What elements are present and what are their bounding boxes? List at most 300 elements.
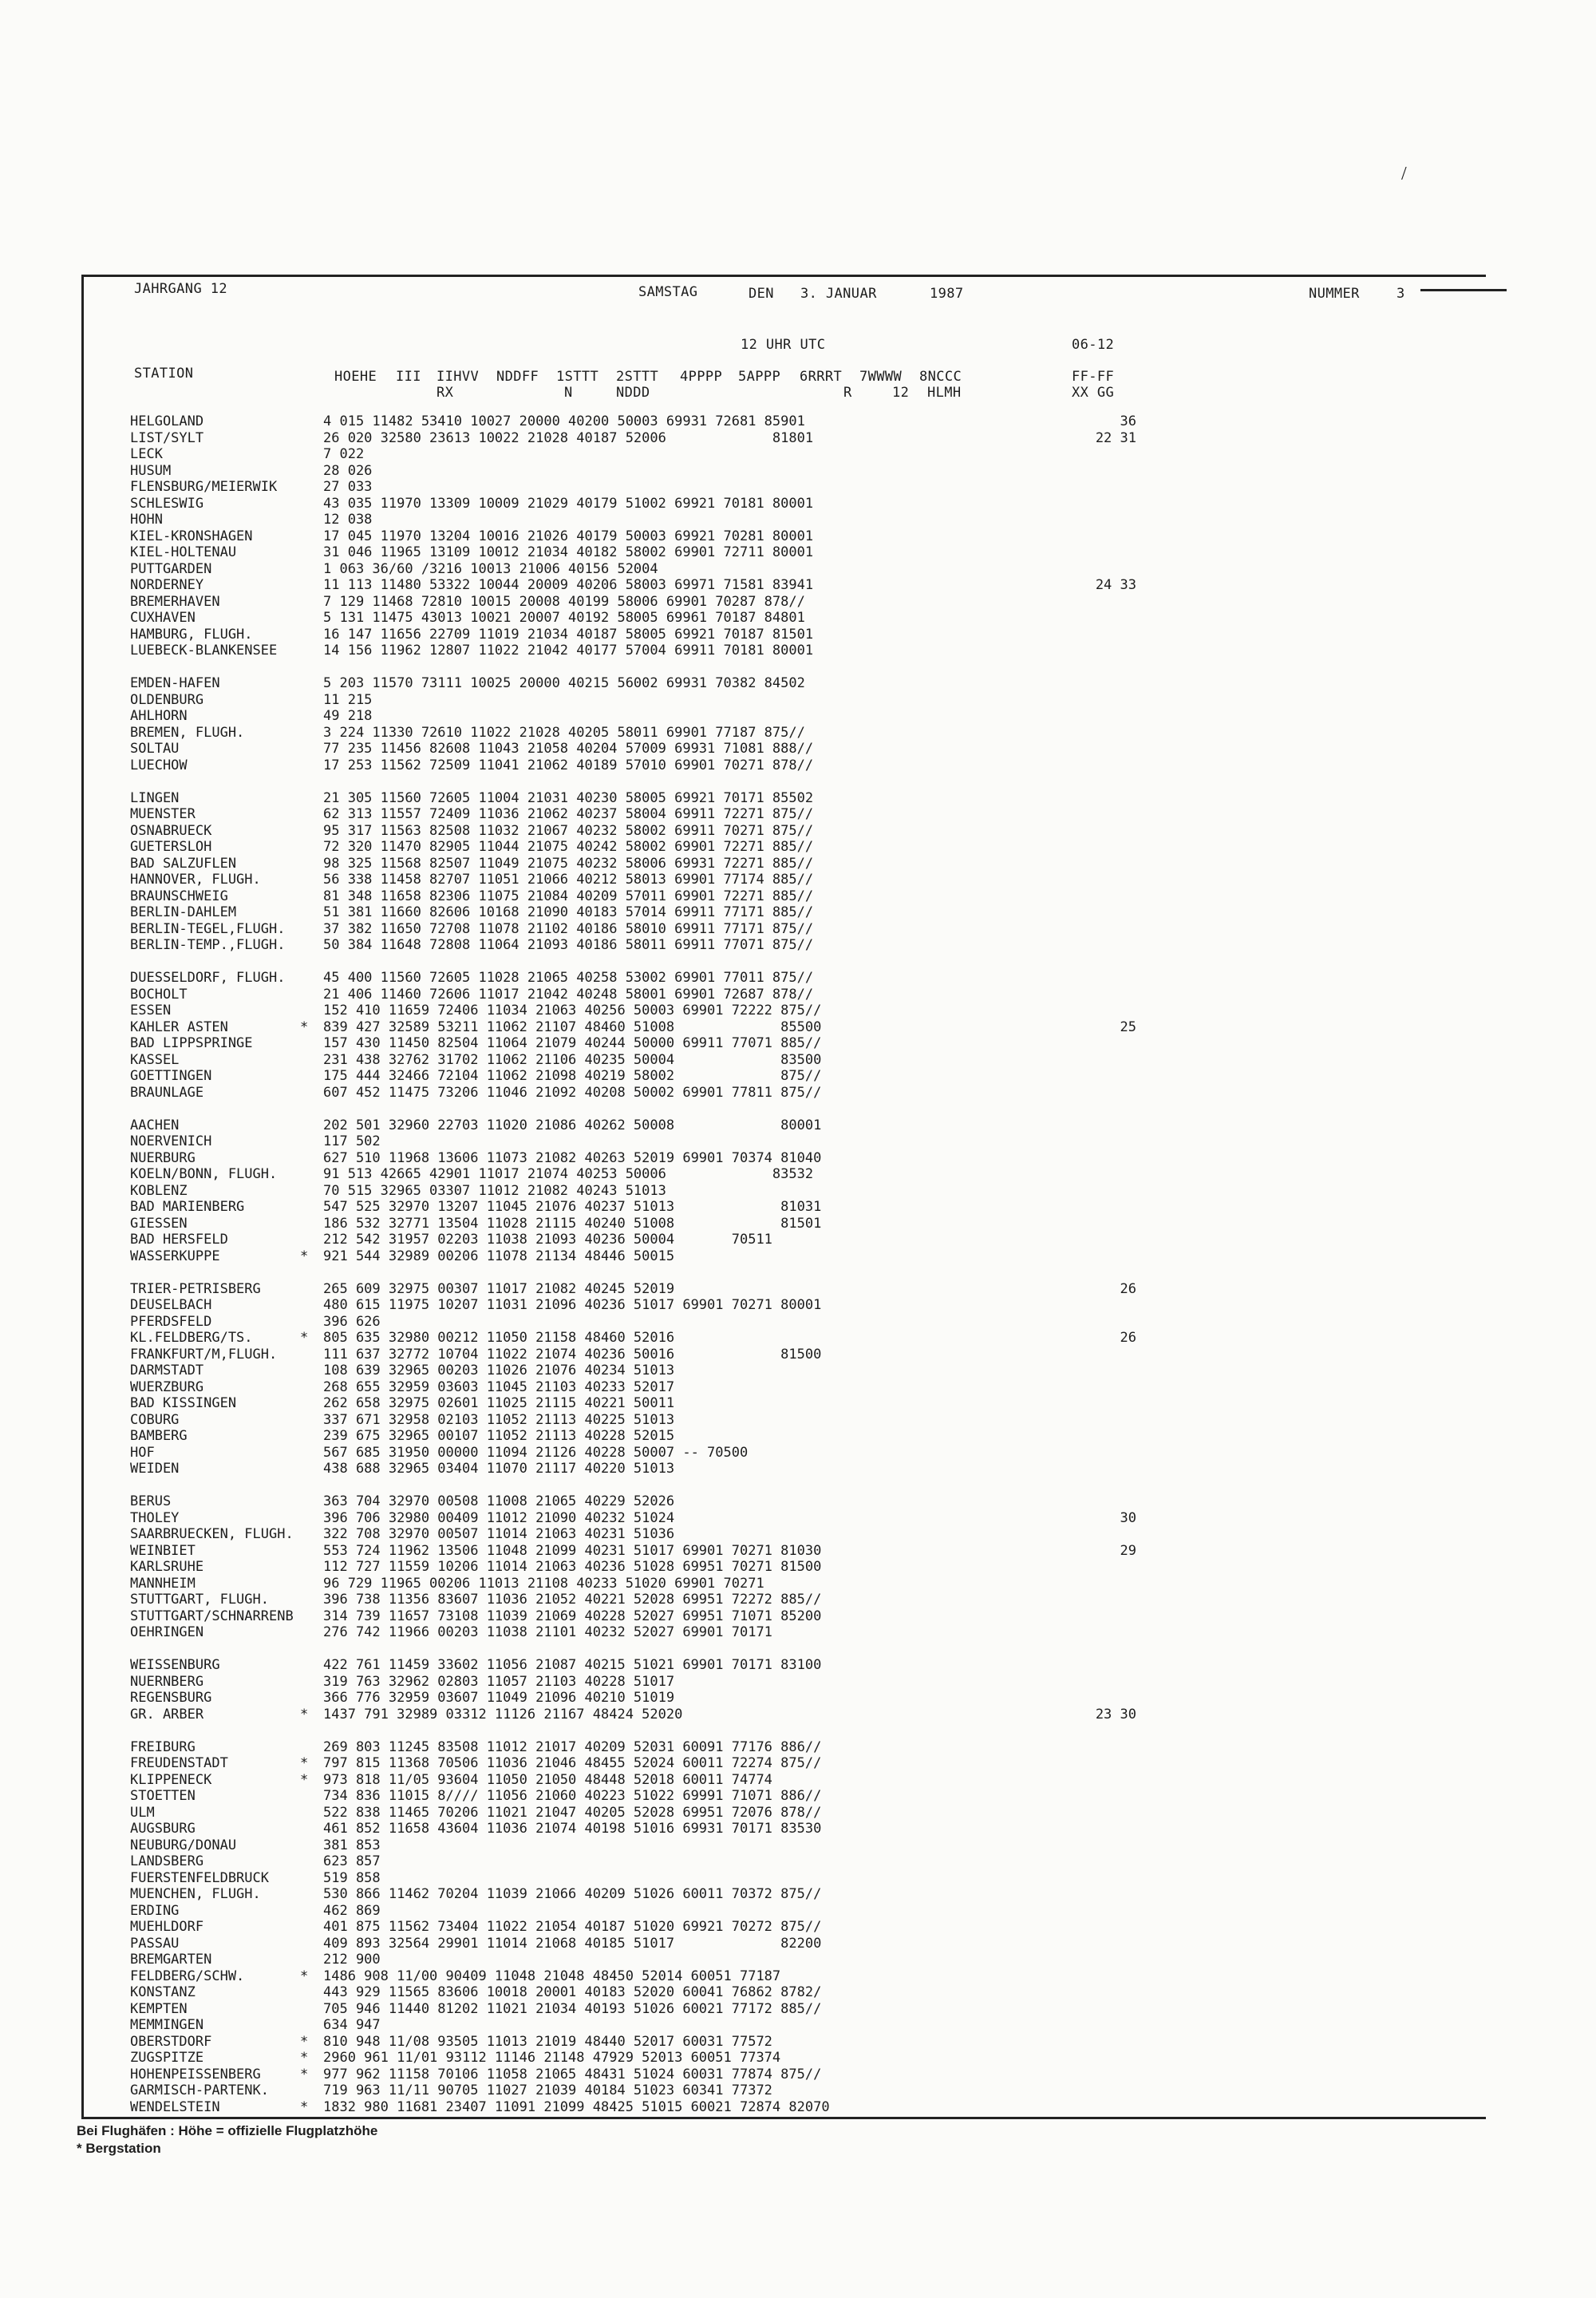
col-5appp: 5APPP (738, 369, 781, 385)
observation-data: 152 410 11659 72406 11034 21063 40256 50003 69901 72222 875// (323, 1003, 822, 1018)
observation-data: 98 325 11568 82507 11049 21075 40232 58006 69931 72271 885// (323, 855, 814, 872)
observation-data: 553 724 11962 13506 11048 21099 40231 51017 69901 70271 81030 (323, 1542, 822, 1559)
observation-data: 422 761 11459 33602 11056 21087 40215 51021 69901 70171 83100 (323, 1657, 822, 1673)
gust-value (1066, 446, 1136, 463)
station-name: GIESSEN (130, 1215, 188, 1232)
time-label: 12 UHR UTC (741, 337, 826, 353)
observation-data: 7 129 11468 72810 10015 20008 40199 58006 69901 70287 878// (323, 593, 805, 610)
mountain-marker (300, 921, 308, 938)
station-name: BRAUNSCHWEIG (130, 888, 228, 904)
observation-data: 530 866 11462 70204 11039 21066 40209 51026 60011 70372 875// (323, 1886, 822, 1902)
mountain-marker (300, 970, 308, 987)
station-name: LANDSBERG (130, 1853, 204, 1869)
top-rule-right (1420, 289, 1507, 291)
observation-data: 705 946 11440 81202 11021 21034 40193 51026 60021 77172 885// (323, 2000, 822, 2017)
gust-value (1066, 627, 1136, 643)
observation-data: 21 406 11460 72606 11017 21042 40248 58001 69901 72687 878// (323, 986, 814, 1003)
mountain-marker (300, 773, 308, 790)
station-name: COBURG (130, 1411, 180, 1428)
observation-data: 797 815 11368 70506 11036 21046 48455 52024 60011 72274 875// (323, 1755, 822, 1771)
station-name: NOERVENICH (130, 1133, 212, 1149)
mountain-marker (300, 1919, 308, 1936)
mountain-marker (300, 1788, 308, 1805)
gust-value (1066, 1085, 1136, 1102)
gust-value (1066, 839, 1136, 856)
period-label: 06-12 (1072, 337, 1115, 353)
mountain-marker (300, 1886, 308, 1903)
gust-value (1066, 937, 1136, 954)
mountain-marker (300, 1576, 308, 1592)
mountain-marker (300, 1183, 308, 1200)
observation-data: 401 875 11562 73404 11022 21054 40187 51020 69921 70272 875// (323, 1919, 822, 1935)
station-name: KLIPPENECK (130, 1771, 212, 1788)
station-name: BERLIN-TEMP.,FLUGH. (130, 937, 286, 953)
col-1sttt: 1STTT (556, 369, 599, 385)
observation-data (323, 773, 968, 790)
gust-value (1066, 1379, 1136, 1396)
station-name: NEUBURG/DONAU (130, 1837, 237, 1853)
gust-value: 24 33 (1095, 577, 1136, 593)
gust-value (1066, 1657, 1136, 1674)
station-name: DEUSELBACH (130, 1297, 212, 1313)
observation-data: 322 708 32970 00507 11014 21063 40231 51036 (323, 1526, 675, 1542)
observation-data: 50 384 11648 72808 11064 21093 40186 58011 69911 77071 875// (323, 937, 814, 953)
observation-data: 262 658 32975 02601 11025 21115 40221 50011 (323, 1395, 675, 1411)
mountain-marker (300, 839, 308, 856)
col-8nccc: 8NCCC (919, 369, 962, 385)
mountain-marker (300, 1559, 308, 1576)
gust-value: 36 (1120, 413, 1136, 429)
gust-value (1066, 594, 1136, 611)
margin-mark: / (1401, 164, 1407, 184)
station-column (130, 413, 294, 2115)
gust-value (1066, 463, 1136, 480)
col-iii: III (396, 369, 421, 385)
gust-value (1066, 1297, 1136, 1314)
gust-value (1066, 1428, 1136, 1445)
observation-data: 117 502 (323, 1133, 381, 1149)
observation-data: 1 063 36/60 /3216 10013 21006 40156 52004 (323, 560, 658, 577)
station-name: ULM (130, 1804, 155, 1821)
mountain-marker (300, 757, 308, 774)
mountain-marker (300, 806, 308, 823)
sub-12: 12 (892, 385, 910, 401)
mountain-marker (300, 512, 308, 528)
observation-data: 1486 908 11/00 90409 11048 21048 48450 52014 60051 77187 (323, 1968, 781, 1984)
gust-value (1066, 1183, 1136, 1200)
col-ff1: FF-FF (1072, 369, 1115, 385)
observation-data: 462 869 (323, 1902, 381, 1919)
observation-data: 634 947 (323, 2017, 381, 2033)
station-name: LECK (130, 446, 163, 462)
station-name: KOELN/BONN, FLUGH. (130, 1166, 278, 1182)
gust-value (1066, 2034, 1136, 2051)
gust-value (1066, 1117, 1136, 1134)
station-name: HAMBURG, FLUGH. (130, 626, 253, 643)
sub-rx: RX (437, 385, 454, 401)
mountain-marker (300, 1363, 308, 1379)
col-hoehe: HOEHE (334, 369, 377, 385)
gust-value (1066, 987, 1136, 1003)
bottom-rule (81, 2117, 1486, 2119)
observation-data: 17 253 11562 72509 11041 21062 40189 57010 69901 70271 878// (323, 757, 814, 773)
station-name: GARMISCH-PARTENK. (130, 2082, 269, 2098)
station-header: STATION (134, 366, 194, 382)
station-name: MEMMINGEN (130, 2017, 204, 2033)
gust-value (1066, 888, 1136, 905)
gust-value (1066, 708, 1136, 725)
gust-value (1066, 1968, 1136, 1985)
mountain-marker (300, 1690, 308, 1707)
gust-value (1066, 1477, 1136, 1494)
gust-value (1066, 1755, 1136, 1772)
observation-data: 623 857 (323, 1853, 381, 1869)
observation-data: 319 763 32962 02803 11057 21103 40228 51017 (323, 1673, 675, 1690)
col-2sttt: 2STTT (616, 369, 659, 385)
mountain-marker: * (300, 2033, 309, 2050)
nummer: 3 (1396, 286, 1405, 302)
mountain-marker (300, 1264, 308, 1281)
mountain-marker (300, 904, 308, 921)
station-name: FREIBURG (130, 1738, 196, 1755)
station-name: BAD LIPPSPRINGE (130, 1035, 253, 1051)
mountain-marker: * (300, 1755, 309, 1771)
mountain-marker (300, 823, 308, 840)
mountain-marker (300, 1592, 308, 1608)
observation-data: 977 962 11158 70106 11058 21065 48431 51024 60031 77874 875// (323, 2066, 822, 2082)
station-name: HELGOLAND (130, 413, 204, 429)
station-name: REGENSBURG (130, 1690, 212, 1706)
mountain-marker (300, 1461, 308, 1477)
observation-data: 276 742 11966 00203 11038 21101 40232 52027 69901 70171 (323, 1624, 772, 1640)
station-name: KAHLER ASTEN (130, 1018, 228, 1035)
mountain-marker (300, 1395, 308, 1412)
observation-data: 16 147 11656 22709 11019 21034 40187 58005 69921 70187 81501 (323, 626, 814, 643)
gust-value (1066, 2001, 1136, 2018)
station-name: KOBLENZ (130, 1182, 188, 1199)
observation-data: 91 513 42665 42901 11017 21074 40253 50006 83532 (323, 1166, 814, 1182)
gust-value (1066, 528, 1136, 545)
observation-data: 522 838 11465 70206 11021 21047 40205 52028 69951 72076 878// (323, 1804, 822, 1821)
gust-value (1066, 1870, 1136, 1887)
gust-value (1066, 806, 1136, 823)
observation-data: 519 858 (323, 1869, 381, 1886)
gust-value (1066, 1690, 1136, 1707)
mountain-marker (300, 1608, 308, 1625)
gust-value (1066, 643, 1136, 659)
station-name: OBERSTDORF (130, 2033, 212, 2050)
col-iihvv: IIHVV (437, 369, 480, 385)
gust-value: 22 31 (1095, 429, 1136, 446)
col-ff2: XX GG (1072, 385, 1115, 401)
station-name: OLDENBURG (130, 691, 204, 708)
observation-data: 7 022 (323, 446, 365, 462)
observation-data: 3 224 11330 72610 11022 21028 40205 58011 69901 77187 875// (323, 724, 805, 741)
station-name: ERDING (130, 1902, 180, 1919)
observation-data: 212 900 (323, 1952, 381, 1968)
gust-value (1066, 1461, 1136, 1477)
sub-hlmh: HLMH (927, 385, 962, 401)
gust-value (1066, 2017, 1136, 2034)
mountain-marker: * (300, 1968, 309, 1984)
mountain-marker (300, 856, 308, 872)
observation-data: 396 706 32980 00409 11012 21090 40232 51024 (323, 1509, 675, 1526)
gust-value (1066, 1363, 1136, 1379)
station-name: GR. ARBER (130, 1706, 204, 1723)
day: SAMSTAG (638, 284, 698, 300)
gust-value (1066, 1150, 1136, 1167)
station-name: HOF (130, 1444, 155, 1461)
mountain-marker (300, 1657, 308, 1674)
observation-data: 49 218 (323, 708, 373, 724)
observation-data: 5 203 11570 73111 10025 20000 40215 56002 69931 70382 84502 (323, 675, 805, 691)
mountain-marker (300, 1412, 308, 1429)
observation-data: 4 015 11482 53410 10027 20000 40200 50003 69931 72681 85901 (323, 413, 805, 429)
mountain-marker (300, 987, 308, 1003)
observation-data: 366 776 32959 03607 11049 21096 40210 51019 (323, 1690, 675, 1706)
station-name: KEMPTEN (130, 2000, 188, 2017)
mountain-marker: * (300, 2050, 309, 2066)
gust-value: 29 (1120, 1542, 1136, 1559)
observation-data: 268 655 32959 03603 11045 21103 40233 52017 (323, 1378, 675, 1395)
mountain-marker (300, 577, 308, 594)
mountain-marker (300, 1526, 308, 1543)
station-name: CUXHAVEN (130, 610, 196, 626)
observation-data: 810 948 11/08 93505 11013 21019 48440 52017 60031 77572 (323, 2033, 772, 2050)
mountain-marker (300, 1853, 308, 1870)
mountain-marker (300, 1477, 308, 1494)
mountain-marker (300, 1232, 308, 1248)
mountain-marker (300, 954, 308, 971)
station-name: BRAUNLAGE (130, 1084, 204, 1101)
station-name: AUGSBURG (130, 1821, 196, 1837)
gust-value (1066, 1853, 1136, 1870)
sub-nddd: NDDD (616, 385, 650, 401)
den-label: DEN (749, 286, 774, 302)
gust-value: 25 (1120, 1018, 1136, 1035)
mountain-marker (300, 2001, 308, 2018)
gust-value (1066, 872, 1136, 888)
gust-value (1066, 496, 1136, 512)
station-name: DUESSELDORF, FLUGH. (130, 970, 286, 986)
station-name: OEHRINGEN (130, 1624, 204, 1640)
gust-value (1066, 741, 1136, 757)
observation-data: 337 671 32958 02103 11052 21113 40225 51013 (323, 1411, 675, 1428)
station-name: BAD KISSINGEN (130, 1395, 237, 1411)
station-name: PASSAU (130, 1935, 180, 1952)
station-name: WENDELSTEIN (130, 2098, 220, 2115)
observation-data: 11 215 (323, 691, 373, 708)
col-nddff: NDDFF (496, 369, 539, 385)
observation-data: 719 963 11/11 90705 11027 21039 40184 51023 60341 77372 (323, 2082, 772, 2098)
mountain-marker: * (300, 2066, 309, 2082)
mountain-marker (300, 1101, 308, 1117)
mountain-marker (300, 430, 308, 447)
gust-value (1066, 954, 1136, 971)
mountain-marker (300, 1837, 308, 1854)
gust-value (1066, 1166, 1136, 1183)
station-name: FRANKFURT/M,FLUGH. (130, 1346, 278, 1363)
gust-value (1066, 479, 1136, 496)
observation-data (323, 954, 968, 971)
station-name: SAARBRUECKEN, FLUGH. (130, 1526, 294, 1542)
observation-data: 734 836 11015 8//// 11056 21060 40223 51022 69991 71071 886// (323, 1788, 822, 1804)
mountain-marker (300, 1150, 308, 1167)
mountain-marker (300, 1739, 308, 1756)
mountain-marker (300, 544, 308, 561)
mountain-marker (300, 1379, 308, 1396)
mountain-marker: * (300, 1771, 309, 1788)
observation-data: 14 156 11962 12807 11022 21042 40177 57004 69911 70181 80001 (323, 643, 814, 659)
mountain-marker (300, 1428, 308, 1445)
mountain-marker (300, 528, 308, 545)
mountain-marker (300, 496, 308, 512)
observation-data: 37 382 11650 72708 11078 21102 40186 58010 69911 77171 875// (323, 920, 814, 937)
station-name: FELDBERG/SCHW. (130, 1968, 245, 1984)
gust-value (1066, 1445, 1136, 1461)
gust-value (1066, 1592, 1136, 1608)
observation-data: 805 635 32980 00212 11050 21158 48460 52016 (323, 1330, 675, 1346)
mountain-marker (300, 1510, 308, 1527)
mountain-marker (300, 1952, 308, 1968)
observation-data: 112 727 11559 10206 11014 21063 40236 51028 69951 70271 81500 (323, 1559, 822, 1575)
sub-r: R (843, 385, 852, 401)
observation-data (323, 1101, 968, 1117)
gust-value (1066, 1624, 1136, 1641)
observation-data: 480 615 11975 10207 11031 21096 40236 51017 69901 70271 80001 (323, 1297, 822, 1313)
footnote-bergstation: * Bergstation (77, 2141, 161, 2156)
mountain-marker (300, 1003, 308, 1019)
station-name: WEIDEN (130, 1461, 180, 1477)
station-name: HOHENPEISSENBERG (130, 2066, 261, 2082)
mountain-marker (300, 1216, 308, 1232)
station-name: STUTTGART/SCHNARRENB (130, 1608, 294, 1624)
mountain-marker (300, 2082, 308, 2099)
gust-value (1066, 2082, 1136, 2099)
gust-value (1066, 1608, 1136, 1625)
mountain-marker: * (300, 1018, 309, 1035)
observation-data: 45 400 11560 72605 11028 21065 40258 53002 69901 77011 875// (323, 970, 814, 986)
gust-value (1066, 1952, 1136, 1968)
station-name (130, 1101, 294, 1117)
station-name (130, 1477, 294, 1494)
mountain-marker (300, 2017, 308, 2034)
col-4pppp: 4PPPP (680, 369, 723, 385)
gust-value (1066, 2050, 1136, 2067)
station-name: BERLIN-DAHLEM (130, 904, 237, 920)
station-name: BAD HERSFELD (130, 1232, 228, 1248)
marker-column (300, 413, 308, 2115)
observation-data: 443 929 11565 83606 10018 20001 40183 52020 60041 76862 8782/ (323, 1984, 822, 2000)
observation-data: 461 852 11658 43604 11036 21074 40198 51016 69931 70171 83530 (323, 1821, 822, 1837)
station-name: LINGEN (130, 789, 180, 806)
station-name: KIEL-KRONSHAGEN (130, 528, 253, 544)
mountain-marker (300, 1903, 308, 1920)
observation-data: 839 427 32589 53211 11062 21107 48460 51008 85500 (323, 1018, 822, 1035)
station-name (130, 773, 294, 790)
mountain-marker (300, 1936, 308, 1952)
station-name: ZUGSPITZE (130, 2050, 204, 2066)
observation-data (323, 1641, 968, 1658)
station-name: KARLSRUHE (130, 1559, 204, 1575)
observation-data: 231 438 32762 31702 11062 21106 40235 50004 83500 (323, 1051, 822, 1068)
observation-data: 28 026 (323, 462, 373, 479)
station-name: DARMSTADT (130, 1363, 204, 1378)
station-name: MANNHEIM (130, 1575, 196, 1592)
mountain-marker (300, 692, 308, 709)
observation-data: 396 738 11356 83607 11036 21052 40221 52028 69951 72272 885// (323, 1592, 822, 1608)
observation-data: 265 609 32975 00307 11017 21082 40245 52019 (323, 1280, 675, 1297)
gust-value (1066, 1886, 1136, 1903)
observation-data: 607 452 11475 73206 11046 21092 40208 50002 69901 77811 875// (323, 1084, 822, 1101)
gust-value: 26 (1120, 1330, 1136, 1346)
station-name: HANNOVER, FLUGH. (130, 872, 261, 888)
gust-value (1066, 1248, 1136, 1265)
mountain-marker (300, 1297, 308, 1314)
observation-data: 72 320 11470 82905 11044 21075 40242 58002 69901 72271 885// (323, 839, 814, 855)
observation-data: 111 637 32772 10704 11022 21074 40236 50016 81500 (323, 1346, 822, 1363)
gust-value (1066, 1788, 1136, 1805)
station-name: SOLTAU (130, 741, 180, 757)
mountain-marker (300, 1117, 308, 1134)
station-name: BAD SALZUFLEN (130, 855, 237, 872)
mountain-marker (300, 1035, 308, 1052)
observation-data: 212 542 31957 02203 11038 21093 40236 50004 70511 (323, 1232, 772, 1248)
gust-value (1066, 1576, 1136, 1592)
gust-value (1066, 1641, 1136, 1658)
observation-data: 11 113 11480 53322 10044 20009 40206 58003 69971 71581 83941 (323, 577, 814, 593)
gust-value (1066, 1035, 1136, 1052)
mountain-marker (300, 1281, 308, 1298)
jahrgang: JAHRGANG 12 (134, 281, 227, 297)
station-name: AACHEN (130, 1117, 180, 1133)
mountain-marker (300, 1723, 308, 1739)
station-name: KONSTANZ (130, 1984, 196, 2000)
mountain-marker (300, 1314, 308, 1331)
gust-value (1066, 1919, 1136, 1936)
gust-value (1066, 1068, 1136, 1085)
mountain-marker (300, 463, 308, 480)
left-rule (81, 275, 84, 2118)
observation-data: 51 381 11660 82606 10168 21090 40183 57014 69911 77171 885// (323, 904, 814, 920)
mountain-marker (300, 675, 308, 692)
mountain-marker (300, 1068, 308, 1085)
gust-value: 23 30 (1095, 1706, 1136, 1723)
observation-data: 62 313 11557 72409 11036 21062 40237 58004 69911 72271 875// (323, 806, 814, 822)
gust-value: 30 (1120, 1509, 1136, 1526)
mountain-marker (300, 1984, 308, 2001)
station-name: BREMGARTEN (130, 1952, 212, 1968)
mountain-marker (300, 1347, 308, 1363)
gust-value (1066, 1052, 1136, 1069)
gust-value (1066, 1216, 1136, 1232)
gust-value (1066, 659, 1136, 676)
station-name: SCHLESWIG (130, 495, 204, 512)
station-name: MUENSTER (130, 806, 196, 822)
gust-value (1066, 790, 1136, 807)
mountain-marker (300, 888, 308, 905)
station-name: FLENSBURG/MEIERWIK (130, 479, 278, 495)
observation-data: 96 729 11965 00206 11013 21108 40233 51020 69901 70271 (323, 1575, 764, 1592)
observation-data (323, 1723, 968, 1739)
mountain-marker (300, 1674, 308, 1691)
station-name: HOHN (130, 512, 163, 528)
observation-data: 70 515 32965 03307 11012 21082 40243 51013 (323, 1182, 666, 1199)
gust-value (1066, 1314, 1136, 1331)
gust-value (1066, 1805, 1136, 1821)
mountain-marker (300, 1624, 308, 1641)
mountain-marker (300, 479, 308, 496)
